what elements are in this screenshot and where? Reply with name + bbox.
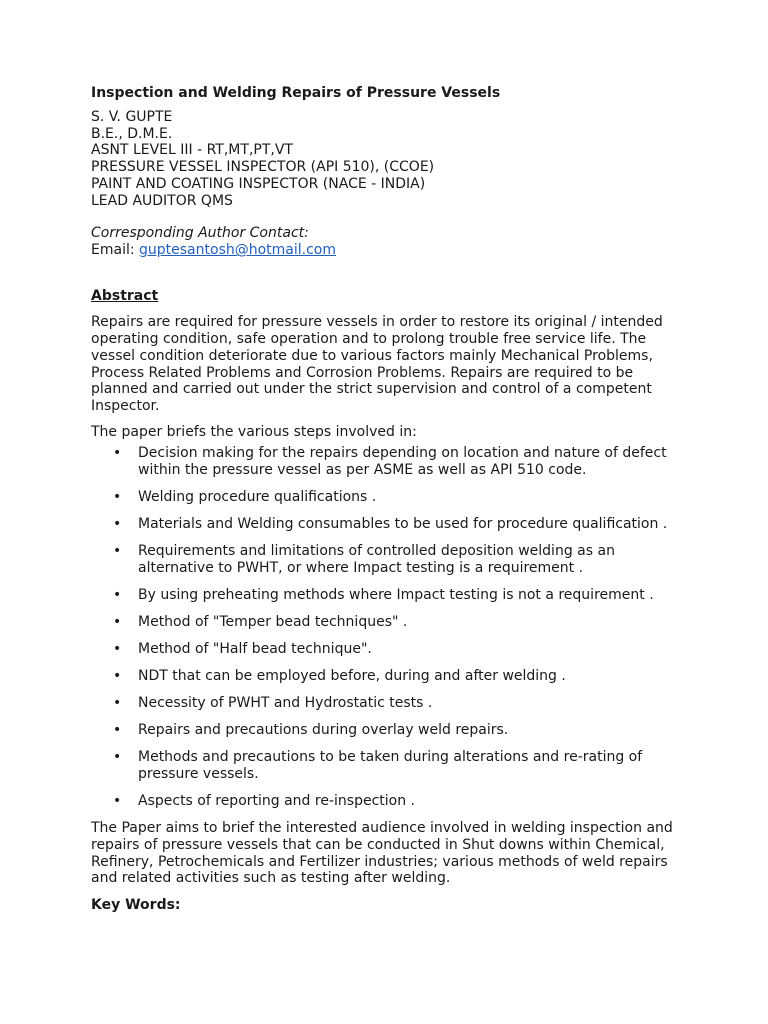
abstract-paragraph: Repairs are required for pressure vessels in order to restore its original / intended operating condition, safe operation and to prolong trouble free service life. The vessel condition deteriorate due to various factors mainly Mechanical Problems, Process Related Problems and Corrosion Problems. Repairs are required to be planned and carried out under the strict supervision and control of a competent Inspector. xyxy=(91,314,663,415)
briefs-intro: The paper briefs the various steps involved in: xyxy=(91,424,417,440)
author-credential: LEAD AUDITOR QMS xyxy=(91,192,233,209)
abstract-heading: Abstract xyxy=(91,288,159,305)
bullet-icon: • xyxy=(113,445,122,461)
email-line xyxy=(91,242,691,259)
bullet-icon: • xyxy=(113,668,122,684)
bullet-icon: • xyxy=(113,695,122,711)
bullet-icon: • xyxy=(113,516,122,532)
list-item: • Welding procedure qualifications . xyxy=(113,489,377,505)
bullet-icon: • xyxy=(113,749,122,765)
author-block xyxy=(91,109,691,209)
author-degree: B.E., D.M.E. xyxy=(91,125,173,142)
bullet-icon: • xyxy=(113,722,122,738)
bullet-icon: • xyxy=(113,587,122,603)
list-item: • Materials and Welding consumables to be used for procedure qualification . xyxy=(113,516,668,532)
keywords-heading: Key Words: xyxy=(91,897,181,914)
bullet-icon: • xyxy=(113,614,122,630)
list-item: • NDT that can be employed before, during and after welding . xyxy=(113,668,566,684)
email-link[interactable]: guptesantosh@hotmail.com xyxy=(139,242,337,259)
list-item: • Method of "Temper bead techniques" . xyxy=(113,614,408,630)
bullet-icon: • xyxy=(113,489,122,505)
list-item: • Requirements and limitations of controlled deposition welding as an alternative to PWHT, or where Impact testing is a requirement . xyxy=(113,543,615,576)
steps-list xyxy=(91,445,691,810)
list-item: • Aspects of reporting and re-inspection . xyxy=(113,793,415,809)
list-item: • Decision making for the repairs depending on location and nature of defect within the pressure vessel as per ASME as well as API 510 code. xyxy=(113,445,667,478)
list-item: • Methods and precautions to be taken during alterations and re-rating of pressure vessels. xyxy=(113,749,643,782)
author-credential: PAINT AND COATING INSPECTOR (NACE - INDIA) xyxy=(91,175,426,192)
author-credential: PRESSURE VESSEL INSPECTOR (API 510), (CCOE) xyxy=(91,159,435,176)
document-title: Inspection and Welding Repairs of Pressure Vessels xyxy=(91,85,501,101)
email-label: Email: xyxy=(91,242,140,259)
author-name: S. V. GUPTE xyxy=(91,109,173,125)
author-credential: ASNT LEVEL III - RT,MT,PT,VT xyxy=(91,142,293,159)
list-item: • Method of "Half bead technique". xyxy=(113,641,372,657)
list-item: • Repairs and precautions during overlay weld repairs. xyxy=(113,722,509,738)
corresponding-author-label: Corresponding Author Contact: xyxy=(91,225,309,242)
bullet-icon: • xyxy=(113,793,122,809)
list-item: • Necessity of PWHT and Hydrostatic tests . xyxy=(113,695,433,711)
list-item: • By using preheating methods where Impact testing is not a requirement . xyxy=(113,587,654,603)
bullet-icon: • xyxy=(113,641,122,657)
bullet-icon: • xyxy=(113,543,122,559)
closing-paragraph: The Paper aims to brief the interested audience involved in welding inspection and repairs of pressure vessels that can be conducted in Shut downs within Chemical, Refinery, Petrochemicals and Fertilizer industries; various methods of weld repairs and related activities such as testing after welding. xyxy=(91,820,673,887)
document-page xyxy=(91,84,691,914)
